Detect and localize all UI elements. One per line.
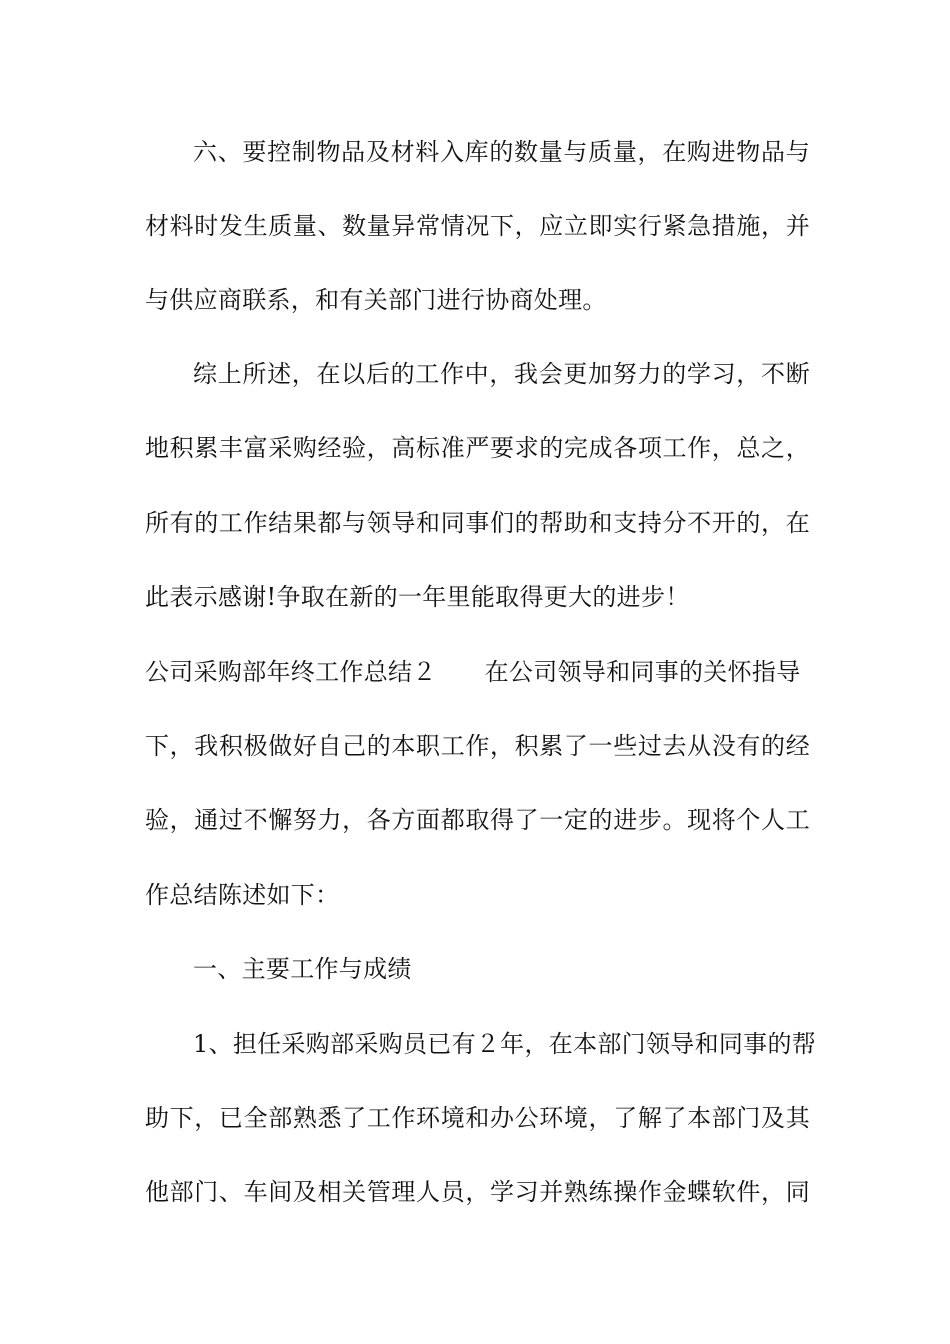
paragraph-line: 作总结陈述如下：: [145, 881, 340, 909]
paragraph-line: 与供应商联系，和有关部门进行协商处理。: [145, 286, 607, 314]
paragraph-line: 助下，已全部熟悉了工作环境和办公环境，了解了本部门及其: [145, 1104, 810, 1132]
paragraph-line: 1、担任采购部采购员已有２年，在本部门领导和同事的帮: [193, 1030, 817, 1058]
subheading-line: 一、主要工作与成绩: [193, 955, 412, 983]
paragraph-line: 综上所述，在以后的工作中，我会更加努力的学习，不断: [193, 360, 810, 388]
section-lead-text: 在公司领导和同事的关怀指导: [484, 658, 801, 686]
paragraph-line: 此表示感谢!争取在新的一年里能取得更大的进步！: [145, 583, 690, 611]
paragraph-line: 六、要控制物品及材料入库的数量与质量，在购进物品与: [193, 138, 810, 166]
paragraph-line: 他部门、车间及相关管理人员，学习并熟练操作金蝶软件，同: [145, 1178, 810, 1206]
paragraph-line: 下，我积极做好自己的本职工作，积累了一些过去从没有的经: [145, 732, 810, 760]
paragraph-line: 地积累丰富采购经验，高标准严要求的完成各项工作，总之，: [145, 434, 810, 462]
paragraph-line: 所有的工作结果都与领导和同事们的帮助和支持分不开的，在: [145, 509, 810, 537]
paragraph-line: 材料时发生质量、数量异常情况下，应立即实行紧急措施，并: [145, 212, 810, 240]
section-heading: 公司采购部年终工作总结２: [145, 658, 437, 686]
paragraph-line: 验，通过不懈努力，各方面都取得了一定的进步。现将个人工: [145, 806, 810, 834]
section-heading-line: [145, 652, 810, 692]
